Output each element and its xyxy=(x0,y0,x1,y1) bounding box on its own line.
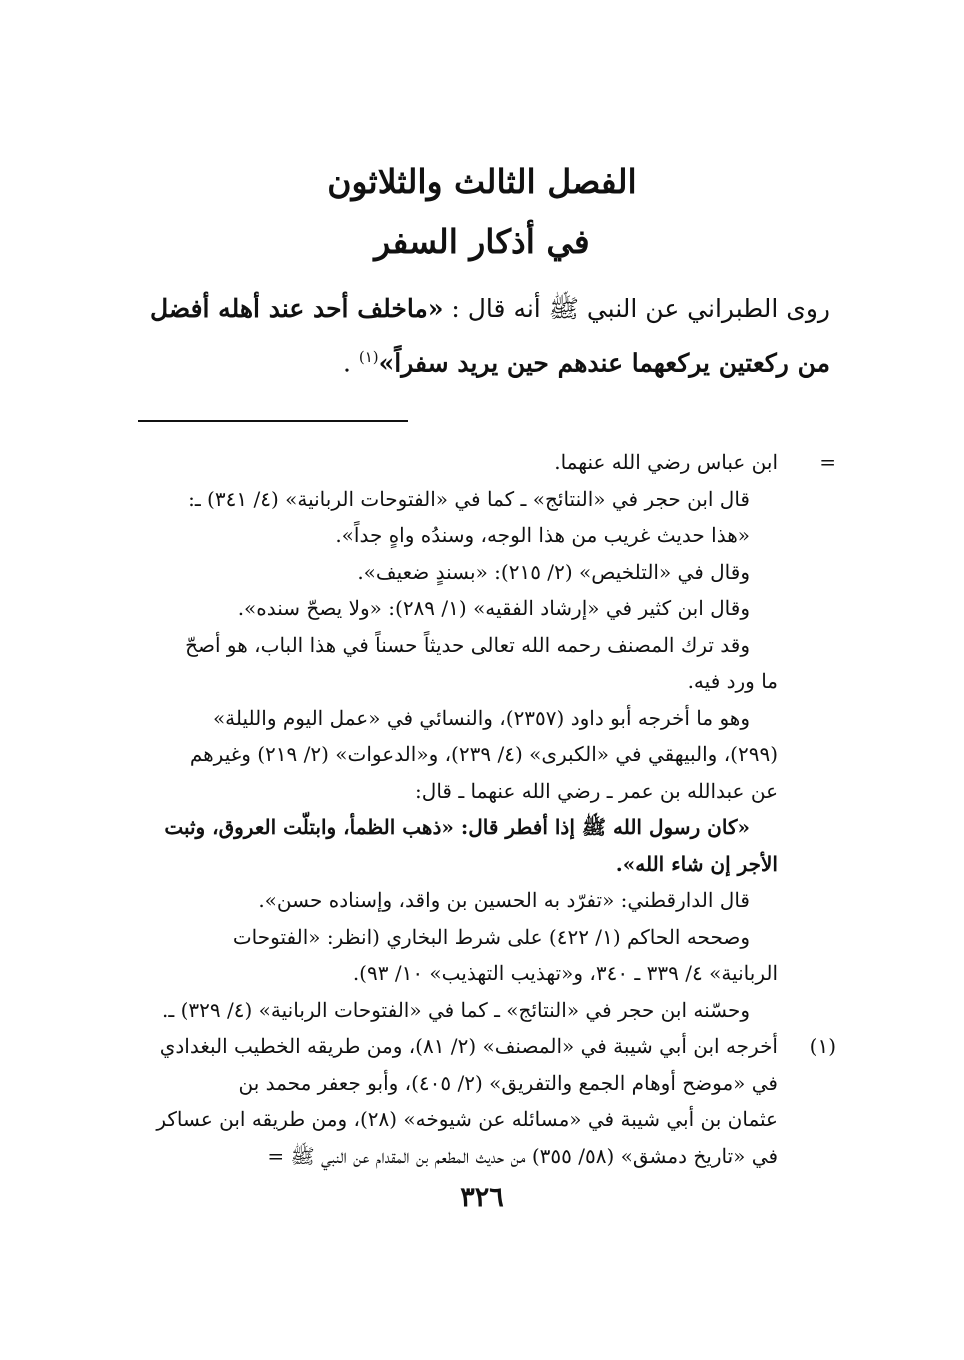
intro-line-2 xyxy=(130,333,830,387)
footnote-1 xyxy=(133,1028,778,1174)
footnote-line: قال الدارقطني: «تفرّد به الحسين بن واقد، وإسناده حسن». xyxy=(258,888,750,912)
footnote-line: وقال ابن كثير في «إرشاد الفقيه» (١/ ٢٨٩): «ولا يصحّ سنده». xyxy=(237,596,750,620)
intro-quote-2: من ركعتين يركعهما عندهم حين يريد سفراً» xyxy=(378,348,830,378)
footnote-line: الربانية» ٤/ ٣٣٩ ـ ٣٤٠، و«تهذيب التهذيب» ١٠/ ٩٣). xyxy=(352,961,778,985)
footnote-line: (٢٩٩)، والبيهقي في «الكبرى» (٤/ ٢٣٩)، و«الدعوات» (٢/ ٢١٩) وغيرهم xyxy=(189,742,778,766)
chapter-title: الفصل الثالث والثلاثون xyxy=(327,162,637,201)
footnote-line: في «موضح أوهام الجمع والتفريق» (٢/ ٤٠٥)، وأبو جعفر محمد بن xyxy=(238,1070,778,1095)
footnote-separator xyxy=(138,420,408,422)
page-number: ٣٢٦ xyxy=(460,1182,504,1213)
footnote-line: وهو ما أخرجه أبو داود (٢٣٥٧)، والنسائي في «عمل اليوم والليلة» xyxy=(212,705,750,730)
footnote-line: وقد ترك المصنف رحمه الله تعالى حديثاً حسناً في هذا الباب، هو أصحّ xyxy=(185,632,750,657)
footnote-line: «هذا حديث غريب من هذا الوجه، وسندُه واهٍ جداً». xyxy=(335,523,750,547)
footnote-reference[interactable]: (١) xyxy=(358,348,379,366)
footnote-line: عن عبدالله بن عمر ـ رضي الله عنهما ـ قال: xyxy=(415,778,778,803)
footnote-line: عثمان بن أبي شيبة في «مسائله عن شيوخه» (٢٨)، ومن طريقه ابن عساكر xyxy=(156,1107,778,1131)
footnote-line: وصححه الحاكم (١/ ٤٢٢) على شرط البخاري (انظر: «الفتوحات xyxy=(232,924,750,949)
footnote-line: قال ابن حجر في «النتائج» ـ كما في «الفتوحات الربانية» (٤/ ٣٤١) ـ: xyxy=(188,486,750,511)
footnote-bold-text: الأجر إن شاء الله». xyxy=(615,851,778,876)
intro-end: . xyxy=(342,348,359,378)
intro-line-1 xyxy=(130,285,830,333)
footnote-line: أخرجه ابن أبي شيبة في «المصنف» (٢/ ٨١)، ومن طريقه الخطيب البغدادي xyxy=(159,1034,778,1058)
footnote-line: وقال في «التلخيص» (٢/ ٢١٥): «بسندٍ ضعيف». xyxy=(357,559,750,584)
footnote-bold-text: «كان رسول الله ﷺ إذا أفطر قال: «ذهب الظمأ، وابتلّت العروق، وثبت xyxy=(164,815,750,839)
intro-lead: روى الطبراني عن النبي ﷺ أنه قال : xyxy=(443,294,830,323)
intro-quote-1: «ماخلف أحد عند أهله أفضل xyxy=(149,294,444,323)
footnote-continuation xyxy=(133,444,778,1028)
footnote-hadith-quote xyxy=(133,846,778,883)
footnote-hadith-quote xyxy=(133,809,778,846)
footnote-line: في «تاريخ دمشق» (٥٨/ ٣٥٥) من حديث المطعم بن المقدام عن النبي ﷺ = xyxy=(267,1143,778,1168)
chapter-subtitle: في أذكار السفر xyxy=(374,222,590,261)
footnote-line: ما ورد فيه. xyxy=(687,669,778,693)
footnote-label: (١) xyxy=(809,1034,836,1058)
footnote-line: ابن عباس رضي الله عنهما. xyxy=(554,450,778,474)
footnote-line: وحسّنه ابن حجر في «النتائج» ـ كما في «الفتوحات الربانية» (٤/ ٣٢٩) ـ. xyxy=(162,997,750,1022)
continuation-marker: = xyxy=(819,450,836,474)
